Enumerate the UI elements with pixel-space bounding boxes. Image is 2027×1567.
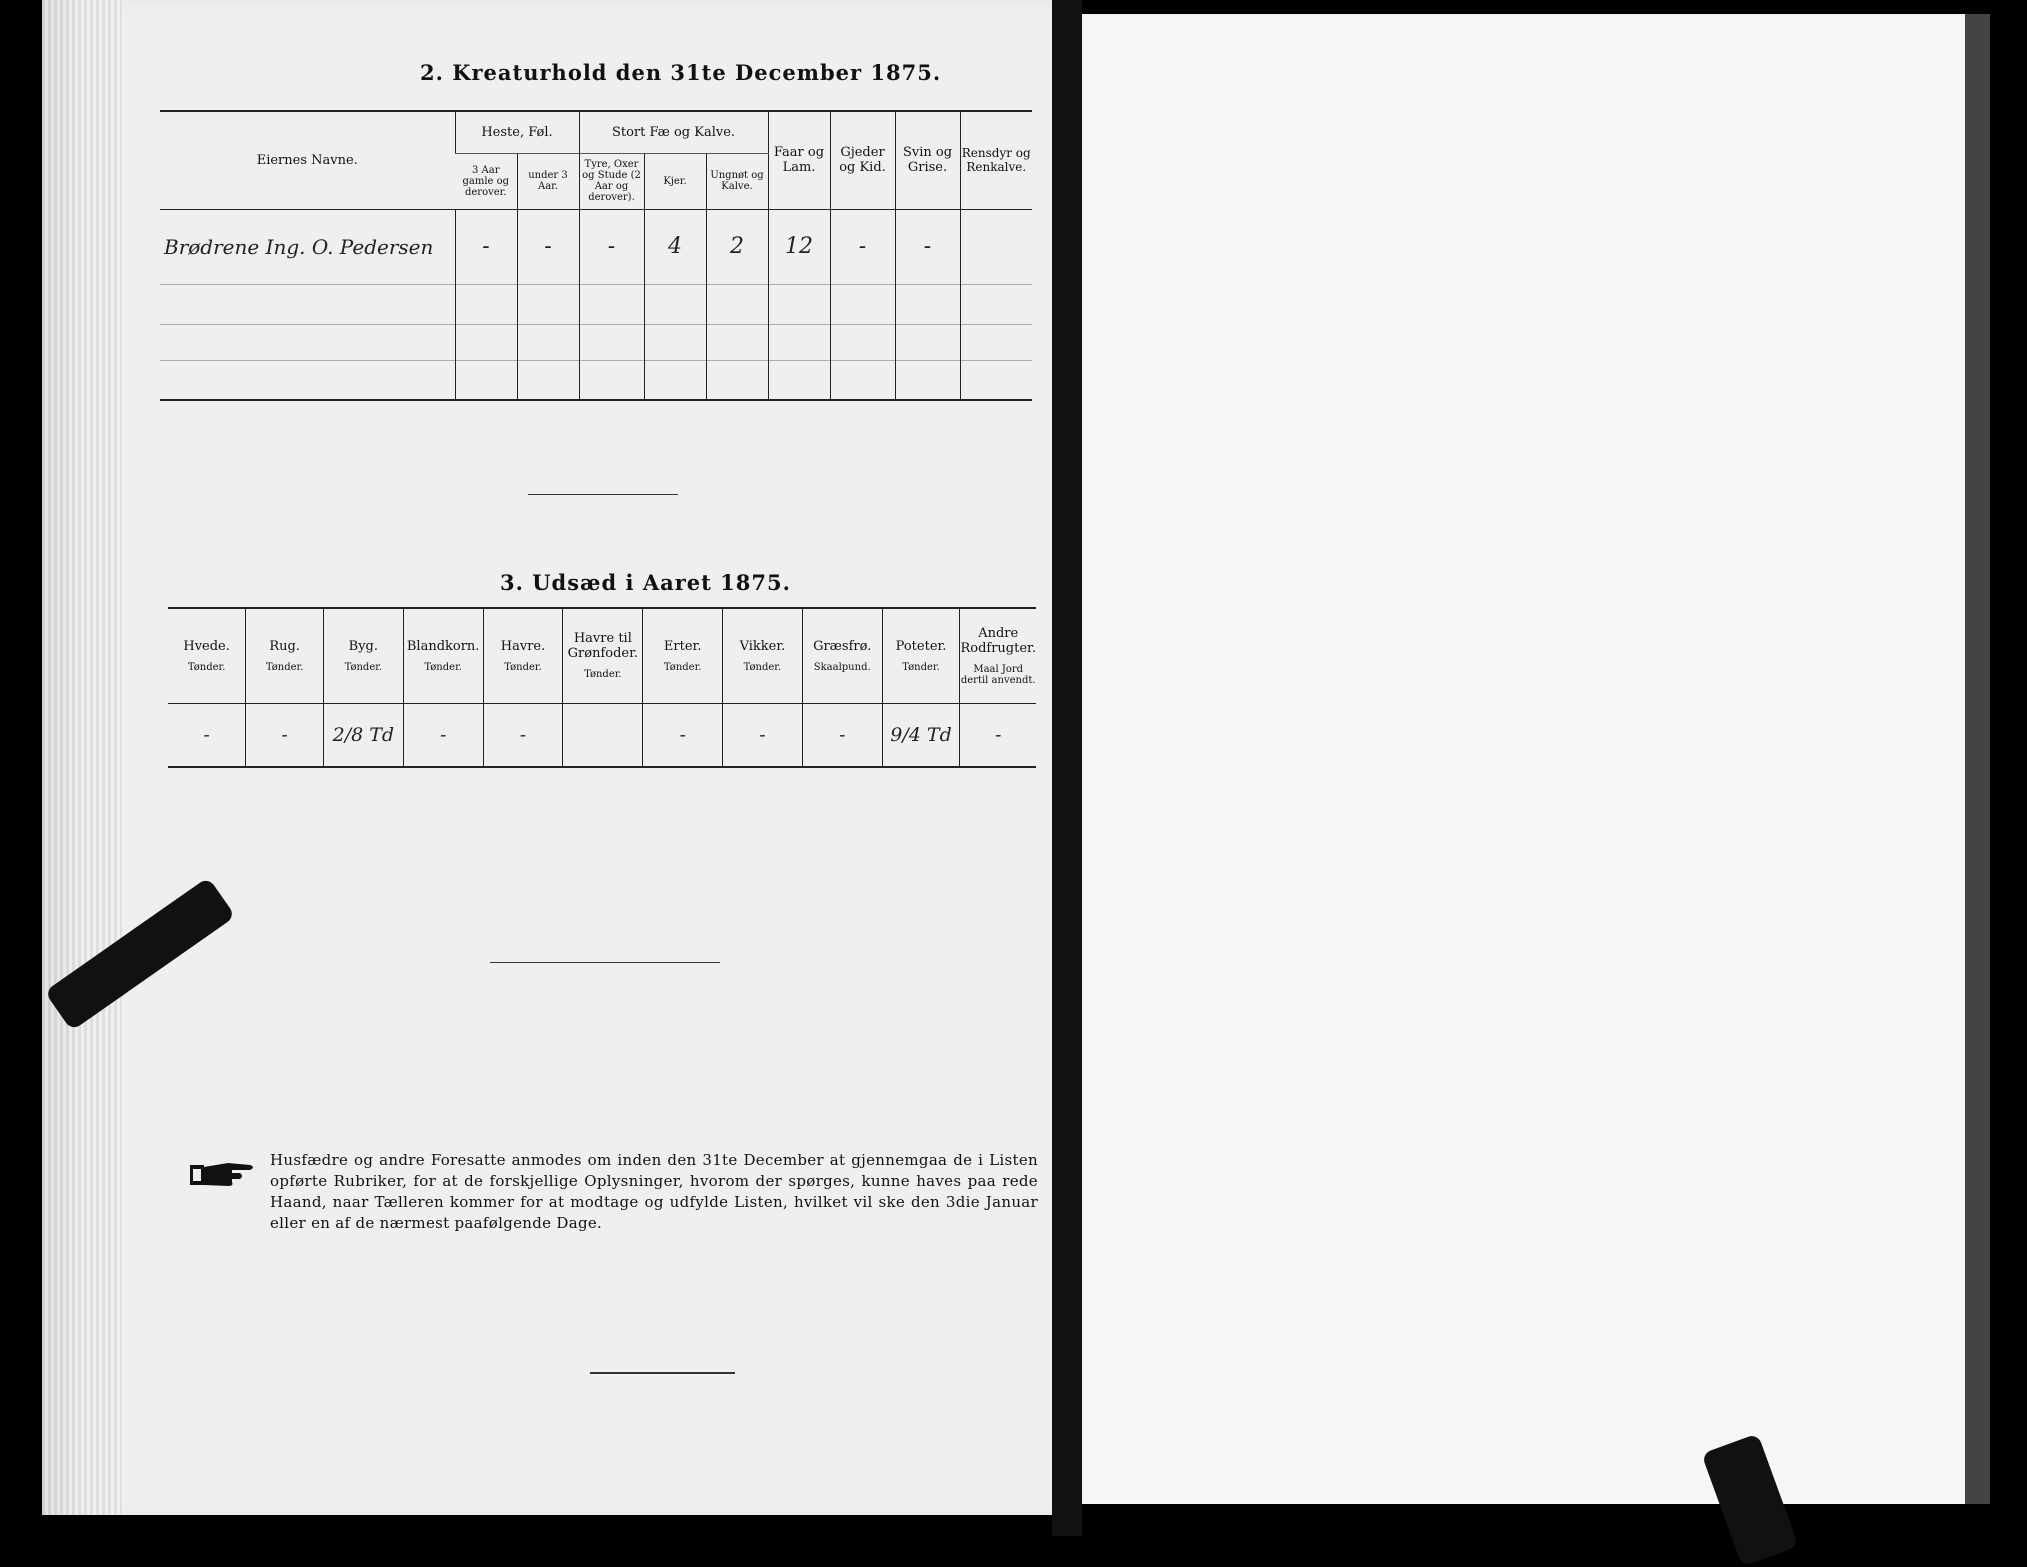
- udsaed-header-1: [246, 608, 324, 703]
- right-page-shadow: [1965, 14, 1990, 1504]
- udsaed-value-2: 2/8 Td: [323, 703, 403, 767]
- udsaed-col-name: Græsfrø.: [813, 638, 872, 654]
- udsaed-value-3: -: [403, 703, 483, 767]
- header-heste-old: 3 Aar gamle og derover.: [455, 153, 517, 209]
- table-row: [168, 703, 1036, 767]
- udsaed-value-6: -: [643, 703, 723, 767]
- udsaed-col-unit: Tønder.: [265, 661, 304, 673]
- udsaed-header-4: [483, 608, 563, 703]
- udsaed-col-unit: Tønder.: [663, 661, 702, 673]
- divider-rule: [528, 494, 678, 495]
- udsaed-header-3: [403, 608, 483, 703]
- udsaed-col-unit: Skaalpund.: [813, 661, 871, 673]
- udsaed-col-unit: Tønder.: [187, 661, 226, 673]
- udsaed-col-unit: Tønder.: [424, 661, 462, 673]
- value-rensdyr: [960, 209, 1032, 284]
- value-tyre: -: [579, 209, 644, 284]
- udsaed-header-9: [882, 608, 960, 703]
- udsaed-col-name: Blandkorn.: [406, 638, 480, 654]
- header-ungnot: Ungnøt og Kalve.: [706, 153, 768, 209]
- udsaed-value-4: -: [483, 703, 563, 767]
- kreaturhold-table: [160, 110, 1032, 401]
- owner-name: Brødrene Ing. O. Pedersen: [164, 234, 434, 259]
- udsaed-table: [168, 607, 1036, 768]
- header-owner: Eiernes Navne.: [160, 111, 455, 209]
- udsaed-value-8: -: [802, 703, 882, 767]
- udsaed-col-unit: Tønder.: [902, 661, 940, 673]
- udsaed-col-unit: Maal Jord dertil anvendt.: [960, 663, 1036, 686]
- udsaed-col-unit: Tønder.: [504, 661, 542, 673]
- udsaed-col-name: Rug.: [269, 638, 300, 654]
- udsaed-value-9: 9/4 Td: [882, 703, 960, 767]
- udsaed-value-1: -: [246, 703, 324, 767]
- udsaed-header-8: [802, 608, 882, 703]
- page-edges: [42, 0, 122, 1515]
- table-row: [160, 209, 1032, 284]
- header-faar: Faar og Lam.: [768, 111, 830, 209]
- udsaed-col-name: Andre Rodfrugter.: [960, 625, 1036, 656]
- value-faar: 12: [768, 209, 830, 284]
- header-svin: Svin og Grise.: [895, 111, 960, 209]
- udsaed-value-5: [563, 703, 643, 767]
- divider-rule: [590, 1372, 735, 1374]
- udsaed-col-name: Erter.: [663, 638, 702, 654]
- pointing-hand-icon: [188, 1155, 258, 1191]
- header-heste-young: under 3 Aar.: [517, 153, 579, 209]
- udsaed-header-7: [723, 608, 803, 703]
- header-stort-fae: Stort Fæ og Kalve.: [579, 111, 768, 153]
- value-heste-old: -: [455, 209, 517, 284]
- udsaed-header-0: [168, 608, 246, 703]
- udsaed-value-0: -: [203, 723, 210, 746]
- value-svin: -: [895, 209, 960, 284]
- udsaed-value-10: -: [960, 703, 1036, 767]
- value-heste-young: -: [517, 209, 579, 284]
- table-row-empty: [160, 284, 1032, 324]
- udsaed-col-name: Havre til Grønfoder.: [567, 631, 639, 662]
- udsaed-col-name: Vikker.: [739, 638, 786, 654]
- udsaed-col-name: Poteter.: [895, 638, 947, 654]
- right-page-blank: [1082, 14, 1967, 1504]
- udsaed-col-unit: Tønder.: [344, 661, 383, 673]
- udsaed-header-5: [563, 608, 643, 703]
- udsaed-col-unit: Tønder.: [743, 661, 782, 673]
- header-rensdyr: Rensdyr og Renkalve.: [960, 111, 1032, 209]
- table-row-empty: [160, 324, 1032, 360]
- value-kjer: 4: [644, 209, 706, 284]
- header-kjer: Kjer.: [644, 153, 706, 209]
- divider-rule: [490, 962, 720, 963]
- book-gutter: [1052, 0, 1082, 1536]
- udsaed-title: 3. Udsæd i Aaret 1875.: [500, 570, 791, 595]
- notice-text: Husfædre og andre Foresatte anmodes om inden den 31te December at gjennemgaa de i Listen opførte Rubriker, for at de forskjellige Oplysninger, hvorom der spørges, kunne haves paa rede Haand, naar Tælleren kommer for at modtage og udfylde Listen, hvilket vil ske den 3die Januar eller en af de nærmest paafølgende Dage.: [270, 1151, 1038, 1232]
- udsaed-header-2: [323, 608, 403, 703]
- value-gjeder: -: [830, 209, 895, 284]
- udsaed-value-7: -: [723, 703, 803, 767]
- kreaturhold-title: 2. Kreaturhold den 31te December 1875.: [420, 60, 942, 85]
- udsaed-col-name: Hvede.: [183, 638, 230, 654]
- header-heste: Heste, Føl.: [455, 111, 579, 153]
- table-row-empty: [160, 360, 1032, 400]
- header-tyre: Tyre, Oxer og Stude (2 Aar og derover).: [579, 153, 644, 209]
- header-gjeder: Gjeder og Kid.: [830, 111, 895, 209]
- udsaed-col-name: Havre.: [500, 638, 546, 654]
- value-ungnot: 2: [706, 209, 768, 284]
- udsaed-col-unit: Tønder.: [584, 669, 622, 681]
- udsaed-col-name: Byg.: [348, 638, 379, 654]
- udsaed-header-10: [960, 608, 1036, 703]
- udsaed-header-6: [643, 608, 723, 703]
